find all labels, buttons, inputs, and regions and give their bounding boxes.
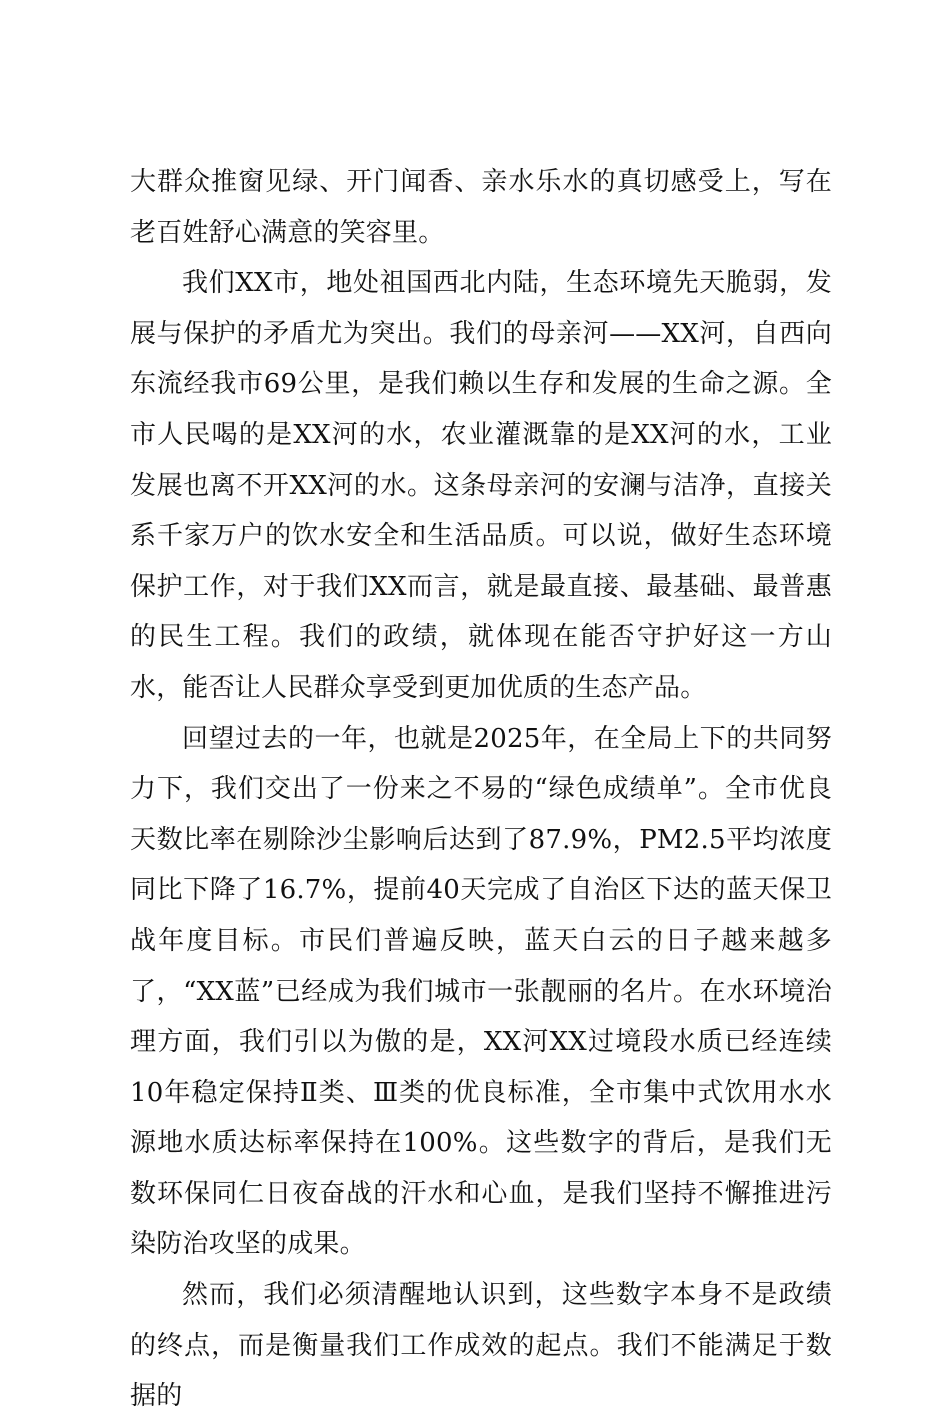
- document-body: [130, 157, 832, 1422]
- paragraph-reflection: 然而，我们必须清醒地认识到，这些数字本身不是政绩的终点，而是衡量我们工作成效的起点。我们不能满足于数据的: [130, 1280, 832, 1412]
- paragraph-continuation: 大群众推窗见绿、开门闻香、亲水乐水的真切感受上，写在老百姓舒心满意的笑容里。: [130, 167, 832, 248]
- paragraph-city-overview: 我们XX市，地处祖国西北内陆，生态环境先天脆弱，发展与保护的矛盾尤为突出。我们的母亲河——XX河，自西向东流经我市69公里，是我们赖以生存和发展的生命之源。全市人民喝的是XX河的水，农业灌溉靠的是XX河的水，工业发展也离不开XX河的水。这条母亲河的安澜与洁净，直接关系千家万户的饮水安全和生活品质。可以说，做好生态环境保护工作，对于我们XX而言，就是最直接、最基础、最普惠的民生工程。我们的政绩，就体现在能否守护好这一方山水，能否让人民群众享受到更加优质的生态产品。: [130, 268, 832, 703]
- paragraph-2025-review: 回望过去的一年，也就是2025年，在全局上下的共同努力下，我们交出了一份来之不易的“绿色成绩单”。全市优良天数比率在剔除沙尘影响后达到了87.9%，PM2.5平均浓度同比下降了16.7%，提前40天完成了自治区下达的蓝天保卫战年度目标。市民们普遍反映，蓝天白云的日子越来越多了，“XX蓝”已经成为我们城市一张靓丽的名片。在水环境治理方面，我们引以为傲的是，XX河XX过境段水质已经连续10年稳定保持Ⅱ类、Ⅲ类的优良标准，全市集中式饮用水水源地水质达标率保持在100%。这些数字的背后，是我们无数环保同仁日夜奋战的汗水和心血，是我们坚持不懈推进污染防治攻坚的成果。: [130, 723, 832, 1260]
